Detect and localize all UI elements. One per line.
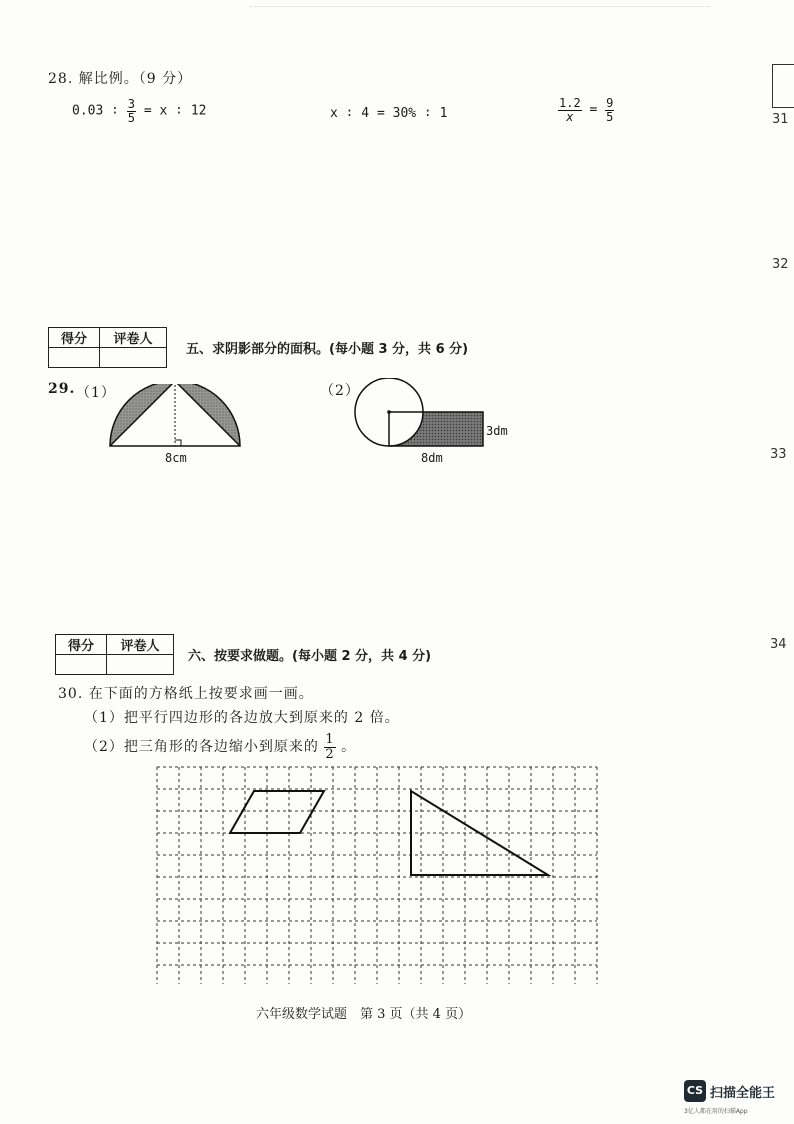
item-2-suffix: 。 [341,739,357,756]
grid-paper[interactable] [156,766,598,986]
eq3-equals: = [589,102,598,118]
figure-circle-rectangle [350,378,490,453]
question-29-part-1: （1） [76,385,116,401]
margin-number-34: 34 [770,637,787,652]
fraction-3-5: $\frac{3}{5}$ [127,97,136,125]
figure-1-label: 8cm [165,451,187,465]
question-30-item-2 [84,733,356,761]
question-29-part-2: （2） [320,383,360,399]
figure-2-label-side: 3dm [486,424,508,438]
question-30-title: 30. 在下面的方格纸上按要求画一画。 [58,686,314,702]
margin-number-33: 33 [770,447,787,462]
scan-artifact-top [250,0,710,7]
score-table-section-6 [55,634,174,675]
margin-number-31: 31 [772,112,789,127]
proportion-equation-3 [558,97,614,123]
shaded-rectangle-region [389,412,483,446]
fraction-1.2-x: $\frac{1.2}{x}$ [559,96,581,124]
score-cell[interactable] [56,655,107,675]
item-2-prefix: （2）把三角形的各边缩小到原来的 [84,739,319,756]
right-triangle-shape [411,791,548,875]
scanner-logo-icon: CS [684,1080,706,1102]
grader-cell[interactable] [107,655,174,675]
circle-center-dot [387,410,391,414]
section-5-title: 五、求阴影部分的面积。(每小题 3 分，共 6 分) [186,342,469,357]
question-29-number: 29. [48,381,76,397]
question-30-item-1: （1）把平行四边形的各边放大到原来的 2 倍。 [84,710,400,726]
grader-label: 评卷人 [100,328,167,348]
right-margin-box [772,64,794,108]
parallelogram-shape [230,791,324,833]
grader-cell[interactable] [100,348,167,368]
scanner-tagline: 3亿人都在用的扫描App [684,1108,748,1115]
margin-number-32: 32 [772,257,789,272]
proportion-equation-2: x ∶ 4 = 30% ∶ 1 [330,106,448,121]
score-table-section-5 [48,327,167,368]
page-footer: 六年级数学试题 第 3 页（共 4 页） [256,1007,472,1022]
grader-label: 评卷人 [107,635,174,655]
section-6-title: 六、按要求做题。(每小题 2 分，共 4 分) [188,649,432,664]
score-label: 得分 [56,635,107,655]
question-28-title: 28. 解比例。（9 分） [48,71,193,87]
figure-semicircle-triangle [105,384,245,454]
fraction-one-half: $\frac{1}{2}$ [325,732,335,762]
score-label: 得分 [49,328,100,348]
scanner-brand-name: 扫描全能王 [710,1086,776,1101]
eq1-right: = x ∶ 12 [143,103,207,119]
eq1-left: 0.03 ∶ [72,103,119,119]
fraction-9-5: $\frac{9}{5}$ [606,96,614,124]
score-cell[interactable] [49,348,100,368]
proportion-equation-1 [72,98,206,124]
right-angle-mark [175,440,181,446]
figure-2-label-bottom: 8dm [421,451,443,465]
